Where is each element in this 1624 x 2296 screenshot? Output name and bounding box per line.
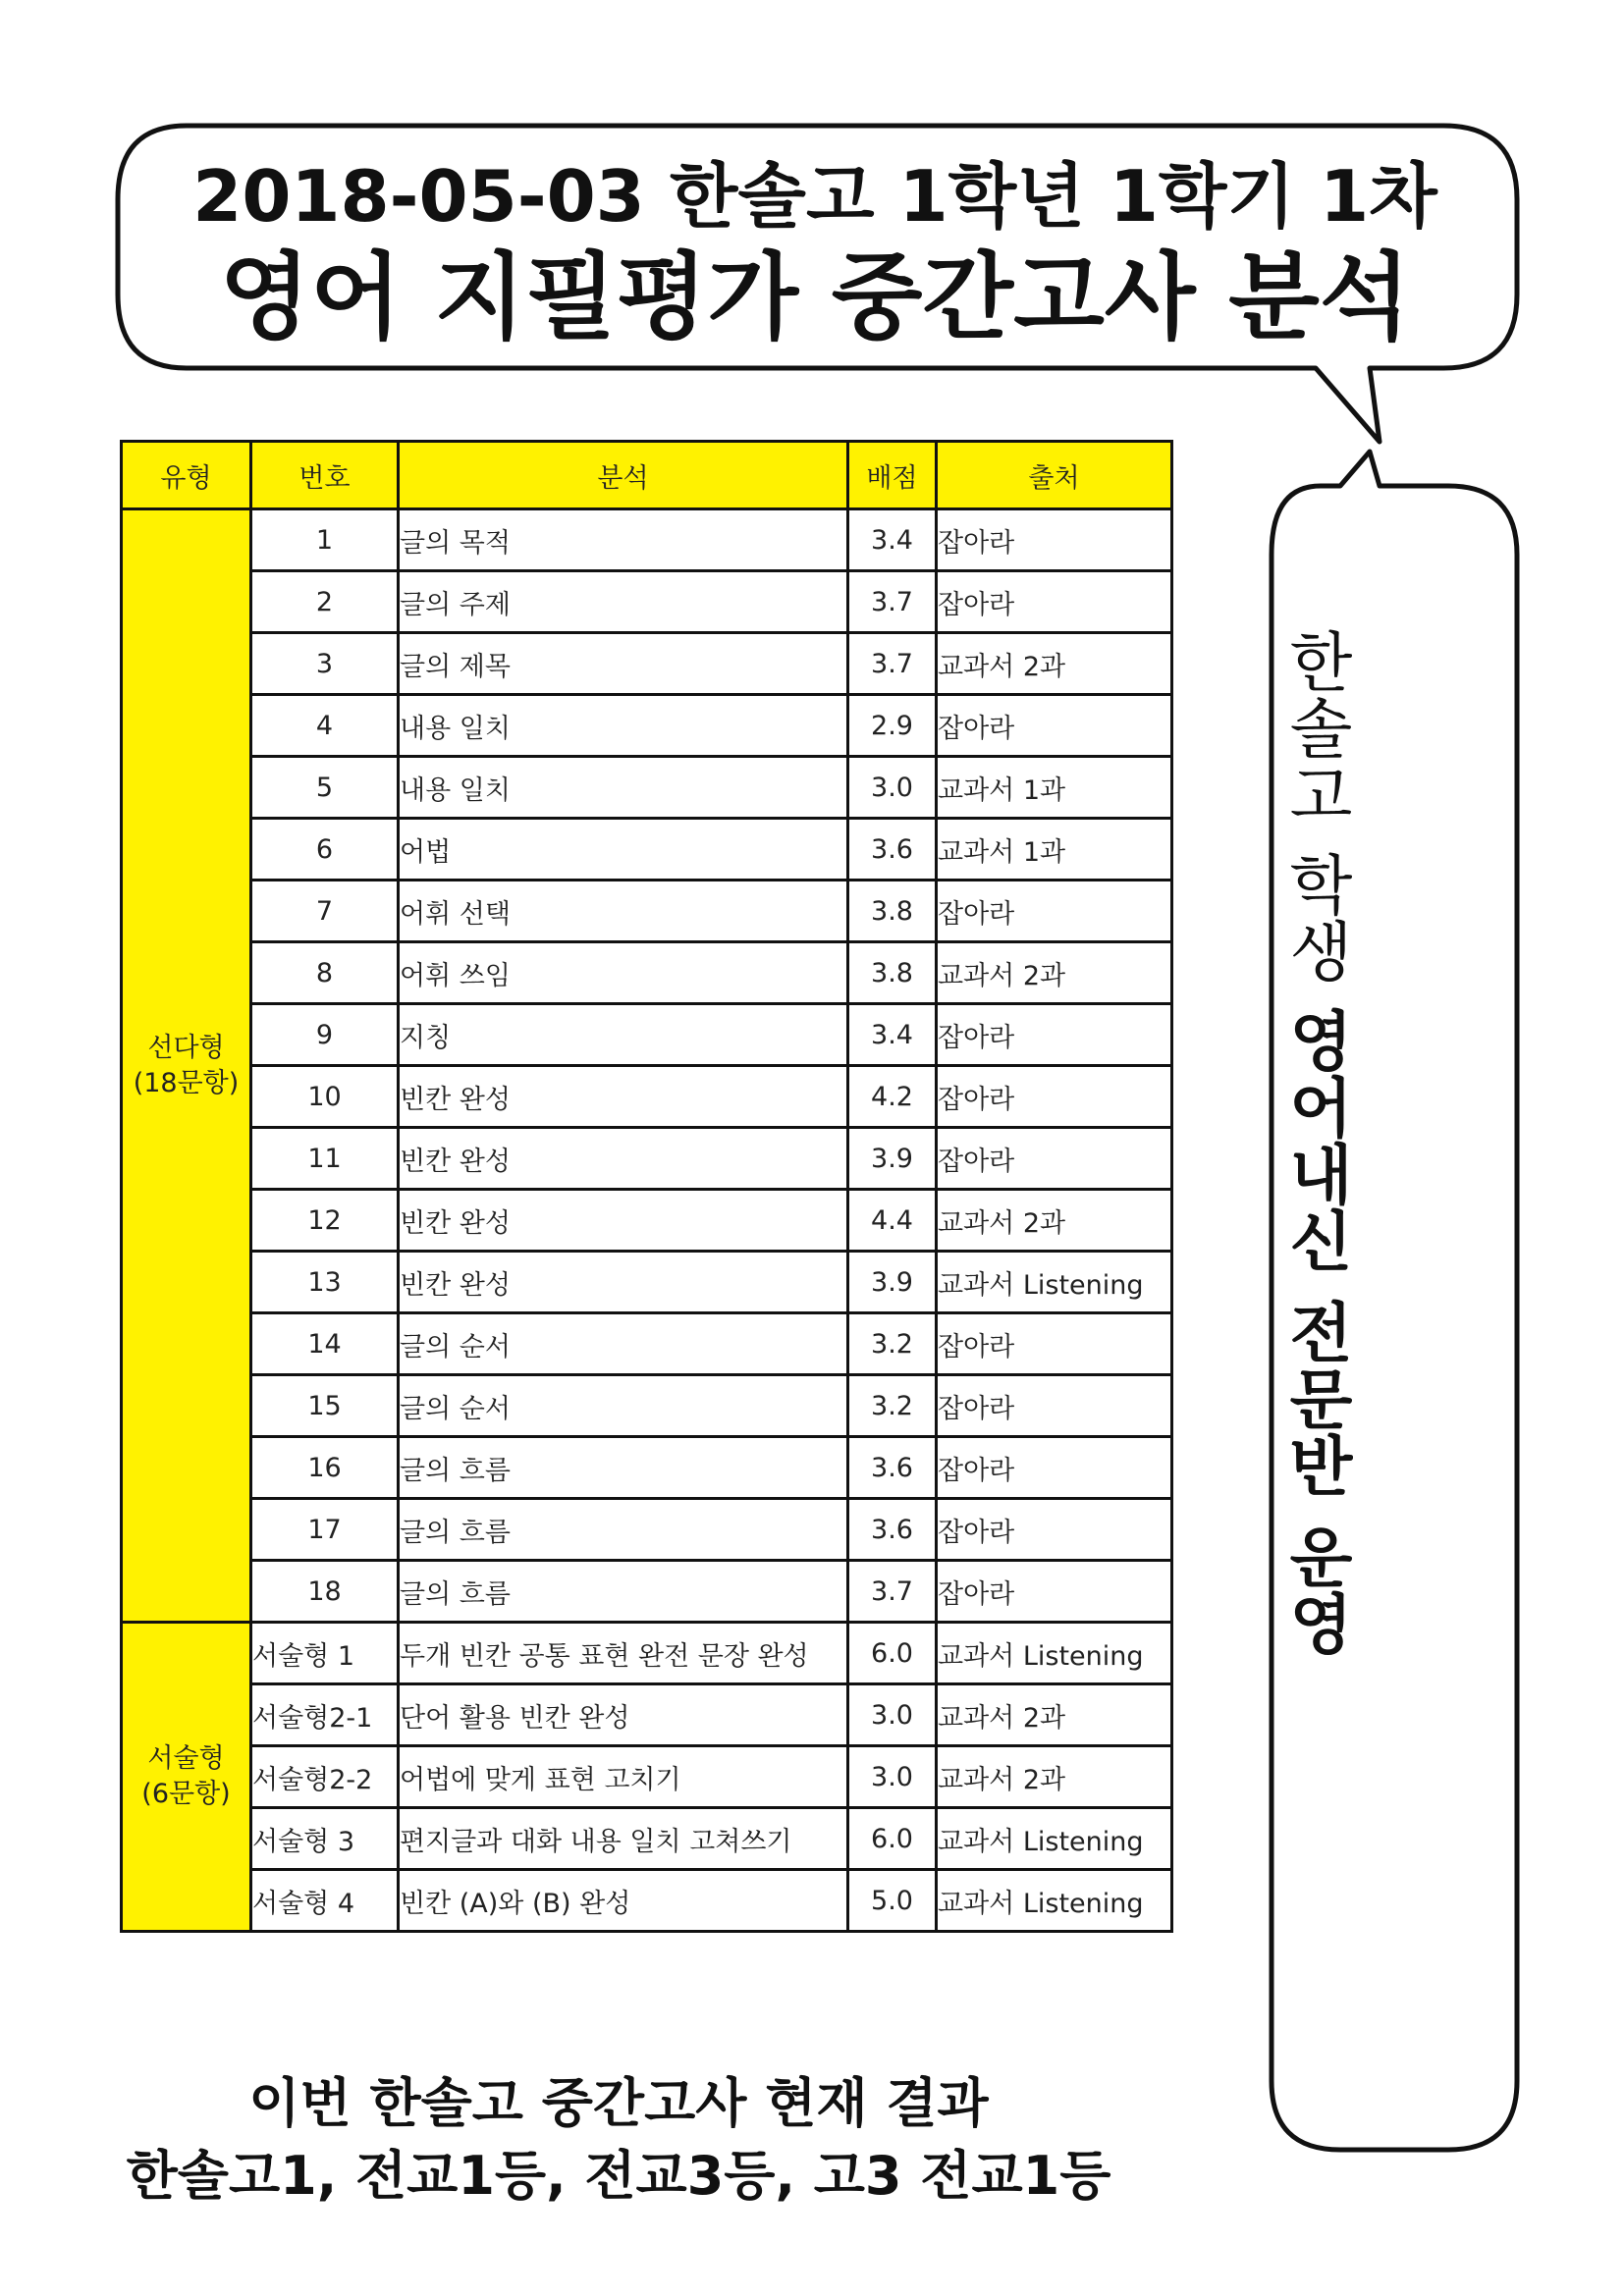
question-points: 6.0 (848, 1623, 937, 1684)
type-label: 선다형 (147, 1032, 225, 1063)
question-number: 1 (251, 509, 399, 571)
question-analysis: 빈칸 (A)와 (B) 완성 (399, 1870, 848, 1932)
question-source: 잡아라 (937, 1437, 1172, 1499)
side-banner-part2: 영어내신 전문반 운영 (1277, 1006, 1353, 1657)
question-source: 잡아라 (937, 1375, 1172, 1437)
question-source: 교과서 Listening (937, 1623, 1172, 1684)
question-points: 3.6 (848, 1437, 937, 1499)
question-points: 3.6 (848, 1499, 937, 1561)
question-number: 18 (251, 1561, 399, 1623)
table-row (122, 1870, 1172, 1932)
table-row (122, 1623, 1172, 1684)
question-analysis: 글의 순서 (399, 1375, 848, 1437)
table-row (122, 1066, 1172, 1128)
title-date-school: 2018-05-03 한솔고 1학년 1학기 1차 (192, 155, 1437, 238)
question-analysis: 편지글과 대화 내용 일치 고쳐쓰기 (399, 1808, 848, 1870)
question-analysis: 내용 일치 (399, 695, 848, 757)
question-points: 4.4 (848, 1190, 937, 1252)
table-row (122, 633, 1172, 695)
question-number: 8 (251, 942, 399, 1004)
table-row (122, 1313, 1172, 1375)
question-points: 3.7 (848, 633, 937, 695)
question-analysis: 글의 목적 (399, 509, 848, 571)
question-source: 잡아라 (937, 1066, 1172, 1128)
table-row (122, 1375, 1172, 1437)
question-points: 3.7 (848, 571, 937, 633)
question-source: 잡아라 (937, 1499, 1172, 1561)
question-number: 11 (251, 1128, 399, 1190)
question-source: 잡아라 (937, 571, 1172, 633)
table-row (122, 695, 1172, 757)
question-points: 3.7 (848, 1561, 937, 1623)
side-banner-text (1271, 628, 1359, 1983)
table-row (122, 1128, 1172, 1190)
question-number: 9 (251, 1004, 399, 1066)
question-analysis: 내용 일치 (399, 757, 848, 819)
type-cell (122, 1623, 251, 1932)
question-number: 서술형2-1 (251, 1684, 399, 1746)
col-header-source: 출처 (937, 442, 1172, 509)
question-number: 2 (251, 571, 399, 633)
question-source: 교과서 2과 (937, 1746, 1172, 1808)
question-source: 교과서 Listening (937, 1870, 1172, 1932)
question-source: 교과서 2과 (937, 942, 1172, 1004)
footer-line1: 이번 한솔고 중간고사 현재 결과 (248, 2072, 989, 2134)
question-analysis: 어법 (399, 819, 848, 881)
question-number: 16 (251, 1437, 399, 1499)
question-source: 교과서 1과 (937, 757, 1172, 819)
question-points: 4.2 (848, 1066, 937, 1128)
question-number: 서술형 3 (251, 1808, 399, 1870)
question-source: 교과서 1과 (937, 819, 1172, 881)
question-source: 교과서 2과 (937, 1684, 1172, 1746)
question-points: 3.8 (848, 881, 937, 942)
question-number: 7 (251, 881, 399, 942)
question-number: 13 (251, 1252, 399, 1313)
question-analysis: 지칭 (399, 1004, 848, 1066)
question-points: 3.0 (848, 1684, 937, 1746)
table-row (122, 1684, 1172, 1746)
question-analysis: 글의 흐름 (399, 1561, 848, 1623)
question-source: 교과서 2과 (937, 1190, 1172, 1252)
question-number: 15 (251, 1375, 399, 1437)
question-points: 3.2 (848, 1375, 937, 1437)
question-analysis: 어휘 쓰임 (399, 942, 848, 1004)
question-source: 잡아라 (937, 695, 1172, 757)
col-header-type: 유형 (122, 442, 251, 509)
table-row (122, 942, 1172, 1004)
table-row (122, 1499, 1172, 1561)
question-number: 6 (251, 819, 399, 881)
question-source: 잡아라 (937, 1561, 1172, 1623)
type-count: (6문항) (141, 1779, 231, 1809)
question-points: 2.9 (848, 695, 937, 757)
table-row (122, 1437, 1172, 1499)
question-analysis: 빈칸 완성 (399, 1066, 848, 1128)
table-row (122, 1004, 1172, 1066)
question-source: 교과서 Listening (937, 1252, 1172, 1313)
question-analysis: 글의 흐름 (399, 1437, 848, 1499)
question-number: 서술형 4 (251, 1870, 399, 1932)
question-number: 10 (251, 1066, 399, 1128)
question-analysis: 글의 순서 (399, 1313, 848, 1375)
question-points: 6.0 (848, 1808, 937, 1870)
col-header-analysis: 분석 (399, 442, 848, 509)
table-row (122, 1561, 1172, 1623)
table-row (122, 1746, 1172, 1808)
table-row (122, 757, 1172, 819)
question-points: 3.4 (848, 509, 937, 571)
question-points: 5.0 (848, 1870, 937, 1932)
question-analysis: 글의 흐름 (399, 1499, 848, 1561)
question-number: 14 (251, 1313, 399, 1375)
question-source: 잡아라 (937, 881, 1172, 942)
question-analysis: 글의 제목 (399, 633, 848, 695)
question-points: 3.0 (848, 757, 937, 819)
table-header-row (122, 442, 1172, 509)
question-points: 3.4 (848, 1004, 937, 1066)
question-number: 3 (251, 633, 399, 695)
table-row (122, 571, 1172, 633)
footer-line2: 한솔고1, 전교1등, 전교3등, 고3 전교1등 (126, 2145, 1111, 2207)
type-cell (122, 509, 251, 1623)
question-points: 3.9 (848, 1252, 937, 1313)
table-row (122, 819, 1172, 881)
question-source: 잡아라 (937, 509, 1172, 571)
question-number: 서술형2-2 (251, 1746, 399, 1808)
question-analysis: 어휘 선택 (399, 881, 848, 942)
col-header-points: 배점 (848, 442, 937, 509)
question-source: 잡아라 (937, 1004, 1172, 1066)
question-analysis: 빈칸 완성 (399, 1128, 848, 1190)
question-source: 교과서 Listening (937, 1808, 1172, 1870)
question-number: 4 (251, 695, 399, 757)
question-analysis: 어법에 맞게 표현 고치기 (399, 1746, 848, 1808)
table-row (122, 1252, 1172, 1313)
question-analysis: 빈칸 완성 (399, 1190, 848, 1252)
question-number: 서술형 1 (251, 1623, 399, 1684)
question-source: 교과서 2과 (937, 633, 1172, 695)
question-points: 3.0 (848, 1746, 937, 1808)
question-source: 잡아라 (937, 1313, 1172, 1375)
question-analysis: 두개 빈칸 공통 표현 완전 문장 완성 (399, 1623, 848, 1684)
type-count: (18문항) (133, 1067, 240, 1098)
side-banner-part1: 한솔고 학생 (1277, 628, 1353, 1007)
question-points: 3.2 (848, 1313, 937, 1375)
question-analysis: 빈칸 완성 (399, 1252, 848, 1313)
table-row (122, 509, 1172, 571)
col-header-number: 번호 (251, 442, 399, 509)
question-source: 잡아라 (937, 1128, 1172, 1190)
question-points: 3.8 (848, 942, 937, 1004)
table-row (122, 1808, 1172, 1870)
question-number: 12 (251, 1190, 399, 1252)
title-exam-analysis: 영어 지필평가 중간고사 분석 (219, 242, 1411, 352)
type-label: 서술형 (147, 1743, 225, 1774)
question-analysis: 글의 주제 (399, 571, 848, 633)
analysis-table (120, 440, 1173, 1933)
question-number: 17 (251, 1499, 399, 1561)
question-number: 5 (251, 757, 399, 819)
table-row (122, 1190, 1172, 1252)
table-row (122, 881, 1172, 942)
question-points: 3.6 (848, 819, 937, 881)
question-analysis: 단어 활용 빈칸 완성 (399, 1684, 848, 1746)
question-points: 3.9 (848, 1128, 937, 1190)
